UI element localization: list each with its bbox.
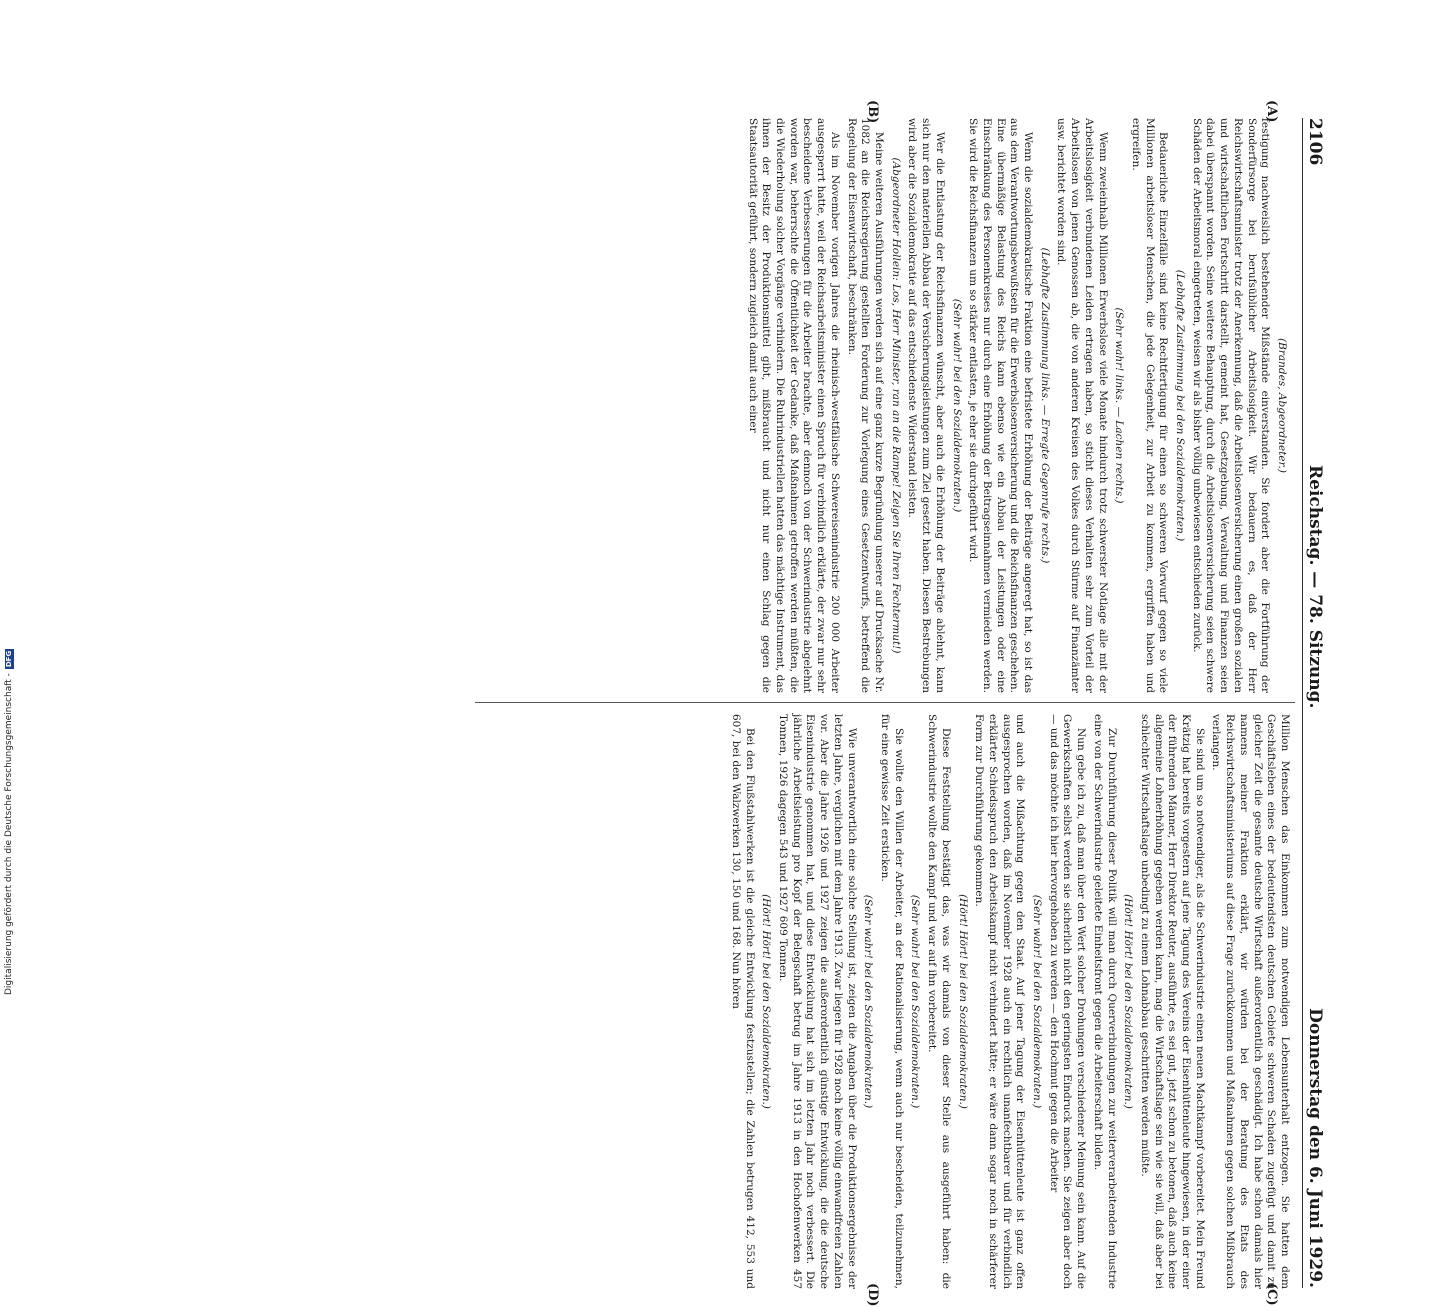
page-number: 2106 bbox=[1305, 118, 1325, 166]
paragraph: Sie wollte den Willen der Arbeiter, an der Rationalisierung, wenn auch nur bescheiden, teilzunehmen, für eine gewisse Zeit ersticken. bbox=[879, 714, 905, 1289]
page-header bbox=[1302, 118, 1327, 1288]
session-title: Reichstag. — 78. Sitzung. bbox=[1305, 465, 1325, 709]
paragraph: Zur Durchführung dieser Politik will man durch Querverbindungen zur weiterverarbeitenden Industrie eine von der Schwerindustrie geleitete Einheitsfront gegen die Arbeiterschaft bilden. bbox=[1091, 714, 1118, 1289]
paragraph: Nun gebe ich zu, daß man über den Wert solcher Drohungen verschiedener Meinung sein kann. Auf die Gewerkschaften selbst werden sie sicherlich nicht den geringsten Eindruck machen. Sie zeigen aber doch — und das möchte ich hier hervorgehoben zu werden — den Hochmut gegen die Arbeiter bbox=[1047, 714, 1088, 1289]
interjection: (Sehr wahr! bei den Sozialdemokraten.) bbox=[1031, 894, 1044, 1109]
dfg-logo: DFG bbox=[4, 650, 13, 668]
interjection: (Sehr wahr! bei den Sozialdemokraten.) bbox=[909, 894, 922, 1109]
paragraph: Als im November vorigen Jahres die rheinisch-westfälische Schwereisenindustrie 200 000 Arbeiter ausgesperrt hatte, weil der Reichsarbeitsminister einen Spruch für verbindlich erklärte, der zwar nur sehr bescheidene Verbesserungen für die Arbeiter brachte, aber dennoch von der Schwerindustrie abgelehnt worden war, beherrschte die Öffentlichkeit der Gedanke, daß Maßnahmen getroffen werden müßten, die die Wiederholung solcher Vorgänge verhindern. Die Ruhrindustriellen hatten das mächtige Instrument, das ihnen der Besitz der Produktionsmittel gibt, mißbraucht und nicht nur einen Schlag gegen die Staatsautorität geführt, sondern zugleich damit auch einer bbox=[746, 118, 841, 693]
paragraph: Wie unverantwortlich eine solche Stellung ist, zeigen die Angaben über die Produktionsergebnisse der letzten Jahre, verglichen mit dem Jahre 1913. Zwar liegen für 1928 noch keine völlig einwandfreien Zahlen vor. Aber die Jahre 1926 und 1927 zeigen die außerordentlich günstige Entwicklung, die die deutsche Eisenindustrie genommen hat, und diese Entwicklung hat sich im letzten Jahr noch verbessert. Die jährliche Arbeitsleistung pro Kopf der Belegschaft betrug im Jahre 1913 in den Hochofenwerken 457 Tonnen, 1926 dagegen 543 und 1927 609 Tonnen. bbox=[777, 714, 858, 1289]
digitization-note-text: Digitalisierung gefördert durch die Deutsche Forschungsgemeinschaft - bbox=[4, 673, 14, 995]
interjection: (Hört! Hört! bei den Sozialdemokraten.) bbox=[956, 894, 969, 1109]
paragraph: Sie sind um so notwendiger, als die Schwerindustrie einen neuen Machtkampf vorbereitet. Mein Freund Krätzig hat bereits vorgestern auf jene Tagung des Vereins der Eisenhüttenleute hingewiesen, in der einer der führenden Männer, Herr Direktor Reuter, ausführte, es sei gut, jetzt schon zu betonen, daß auch keine allgemeine Lohnerhöhung gegeben werden kann, mag die Wirtschaftslage sein wie sie will, daß aber bei schlechter Wirtschaftslage unbedingt zu einem Lohnabbau geschritten werden müßte. bbox=[1138, 714, 1206, 1289]
interjection: (Sehr wahr! bei den Sozialdemokraten.) bbox=[950, 298, 963, 513]
interjection: (Lebhafte Zustimmung links. — Erregte Gegenrufe rechts.) bbox=[1038, 247, 1051, 564]
margin-marker-b: (B) bbox=[865, 100, 880, 124]
paragraph: Bei den Flußstahlwerken ist die gleiche Entwicklung festzustellen; die Zahlen betrugen 412, 553 und 607, bei den Walzwerken 130, 150 und 168. Nun hören bbox=[729, 714, 756, 1289]
interjection: (Abgeordneter Hollein: Los, Herr Minister, ran an die Rampe! Zeigen Sie Ihren Fechtermut!) bbox=[889, 157, 902, 654]
left-column bbox=[481, 118, 1291, 693]
paragraph: Wenn zweieinhalb Millionen Erwerbslose viele Monate hindurch trotz schwerster Notlage alle mit der Arbeitslosigkeit verbundenen Leiden ertragen haben, so sticht dieses Verhalten sehr zum Vorteil der Arbeitslosen von jenen Genossen ab, die von anderen Kreisen des Volkes durch Stürme auf Finanzämter usw. berichtet worden sind. bbox=[1055, 118, 1109, 693]
column-divider bbox=[475, 702, 1295, 703]
session-date: Donnerstag den 6. Juni 1929. bbox=[1305, 1008, 1325, 1288]
document-page bbox=[135, 98, 1335, 1307]
paragraph: Meine weiteren Ausführungen werden sich auf eine ganz kurze Begründung unserer auf Drucksache Nr. 1082 an die Reichsregierung gestellten Forderung zur Vorlegung eines Gesetzentwurfs, betreffend die Regelung der Eisenwirtschaft, beschränken. bbox=[845, 118, 886, 693]
right-column bbox=[481, 714, 1291, 1289]
interjection: (Lebhafte Zustimmung bei den Sozialdemokraten.) bbox=[1174, 269, 1187, 542]
interjection: (Sehr wahr! links. — Lachen rechts.) bbox=[1113, 307, 1126, 504]
margin-marker-c: (C) bbox=[1264, 1283, 1279, 1306]
speaker-line: (Brandes, Abgeordneter.) bbox=[1276, 338, 1288, 473]
interjection: (Hört! Hört! bei den Sozialdemokraten.) bbox=[1122, 894, 1135, 1109]
paragraph: festigung nachweislich bestehender Mißstände einverstanden. Sie fordert aber die Fortführung der Sonderfürsorge bei berufsüblicher Arbeitslosigkeit. Wir bedauern es, daß der Herr Reichswirtschaftsminister trotz der Anerkennung, daß die Arbeitslosenversicherung einen großen sozialen und wirtschaftlichen Fortschritt darstellt, gemeint hat, Gesetzgebung, Verwaltung und Finanzen seien dabei überspannt worden. Seine weitere Behauptung, durch die Arbeitslosenversicherung seien schwere Schäden der Arbeitsmoral eingetreten, weisen wir als bisher völlig unbewiesen entschieden zurück. bbox=[1190, 118, 1272, 693]
digitization-note bbox=[4, 595, 14, 995]
paragraph: Wer die Entlastung der Reichsfinanzen wünscht, aber auch die Erhöhung der Beiträge ablehnt, kann sich nur den materiellen Abbau der Versicherungsleistungen zum Ziel gesetzt haben. Diesen Bestrebungen wird aber die Sozialdemokratie auf das entschiedenste Widerstand leisten. bbox=[906, 118, 946, 693]
paragraph: Diese Feststellung bestätigt das, was wir damals von dieser Stelle aus ausgeführt haben: die Schwerindustrie wollte den Kampf und war auf ihn vorbereitet. bbox=[926, 714, 952, 1289]
paragraph: Million Menschen das Einkommen zum notwendigen Lebensunterhalt entzogen. Sie hatten dem Geschäftsleben eines der bedeutendsten deutschen Gebiete schweren Schaden zugefügt und damit zu gleicher Zeit die gesamte deutsche Wirtschaft außerordentlich geschädigt. Ich habe schon damals hier namens meiner Fraktion erklärt, wir würden bei der Beratung des Etats des Reichswirtschaftsministeriums auf diese Frage zurückkommen und Maßnahmen gegen solchen Mißbrauch verlangen. bbox=[1210, 714, 1291, 1289]
margin-marker-a: (A) bbox=[1264, 100, 1279, 123]
margin-marker-d: (D) bbox=[865, 1283, 880, 1307]
interjection: (Sehr wahr! bei den Sozialdemokraten.) bbox=[862, 894, 875, 1109]
paragraph: Bedauerliche Einzelfälle sind keine Rechtfertigung für einen so schweren Vorwurf gegen so viele Millionen arbeitsloser Menschen, die jede Gelegenheit, zur Arbeit zu kommen, ergriffen haben und ergreifen. bbox=[1129, 118, 1170, 693]
paragraph: und auch die Mißachtung gegen den Staat. Auf jener Tagung der Eisenhüttenleute ist ganz offen ausgesprochen worden, daß im November 1928 auch ein rechtlich unanfechtbarer und für verbindlich erklärter Schiedsspruch den Arbeitskampf nicht verhindert hätte; er wäre dann sogar noch in schärferer Form zur Durchführung gekommen. bbox=[973, 714, 1027, 1289]
paragraph: Wenn die sozialdemokratische Fraktion eine befristete Erhöhung der Beiträge angeregt hat, so ist das aus dem Verantwortungsbewußtsein für die Erwerbslosenversicherung und die Reichsfinanzen geschehen. Eine übermäßige Belastung des Reichs kann ebenso wie ein Abbau der Leistungen oder eine Einschränkung des Personenkreises nur durch eine Erhöhung der Beitragseinnahmen vermieden werden. Sie wird die Reichsfinanzen um so stärker entlasten, je eher sie durchgeführt wird. bbox=[967, 118, 1035, 693]
interjection: (Hört! Hört! bei den Sozialdemokraten.) bbox=[760, 894, 773, 1109]
